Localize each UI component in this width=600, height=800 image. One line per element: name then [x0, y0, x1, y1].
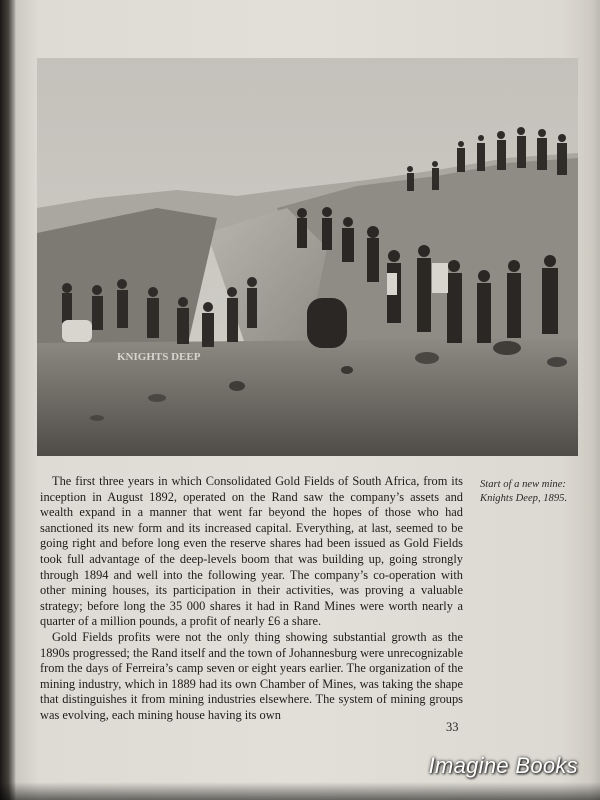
paragraph-2: Gold Fields profits were not the only thing showing substantial growth as the 1890s progressed; the Rand itself and the town of Johannesburg were unrecognizable from the days of Ferreira’s camp seven or eight years earlier. The organization of the mining industry, which in 1889 had its own Chamber of Mines, was taking the shape that distinguishes it from mining industries elsewhere. The system of mining groups was evolving, each mining house having its own — [40, 629, 463, 722]
page-bottom-shadow — [0, 782, 600, 800]
paragraph-1: The first three years in which Consolidated Gold Fields of South Africa, from its inception in August 1892, operated on the Rand saw the company’s assets and wealth expand in a manner that went far beyond the hopes of those who had sanctioned its new form and its increased capital. Everything, at last, seemed to be going right and before long even the reserve shares had been issued as Gold Fields took full advantage of the deep-levels boom that was building up, going strongly through 1894 and well into the following year. The company’s co-operation with other mining houses, its participation in their activities, was proving a valuable strategy; before long the 35 000 shares it had in Rand Mines were worth nearly a quarter of a million pounds, a profit of nearly £6 a share. — [40, 474, 463, 629]
page-number: 33 — [446, 720, 459, 734]
page-gutter-shadow — [0, 0, 14, 800]
main-body-text — [40, 474, 463, 724]
caption-line-1: Start of a new mine: — [480, 479, 566, 490]
photo-inscription: KNIGHTS DEEP — [117, 351, 201, 363]
caption-line-2: Knights Deep, 1895. — [480, 493, 568, 504]
historic-mine-photograph — [37, 58, 578, 456]
seller-watermark: Imagine Books — [428, 753, 578, 778]
photograph-icon — [37, 58, 578, 456]
photo-caption — [480, 478, 580, 506]
